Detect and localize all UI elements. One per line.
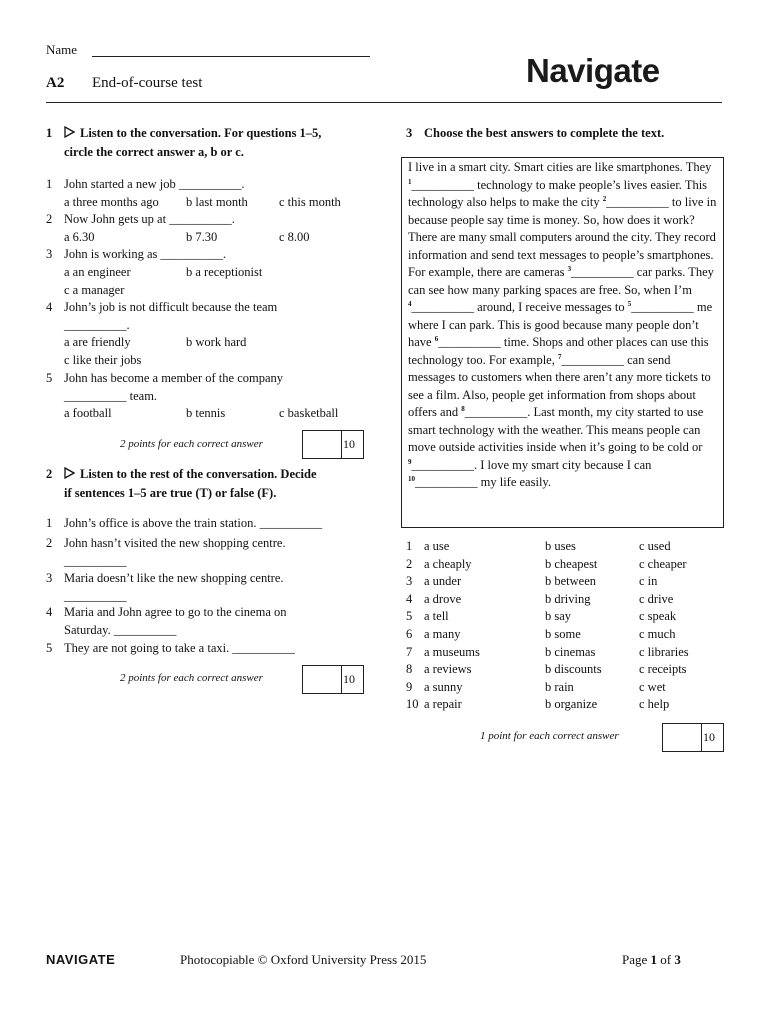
question-text: John is working as __________. [64,247,227,261]
q1-instruction-line1: Listen to the conversation. For questions 1–5, [80,126,322,140]
option-b[interactable]: b organize [545,697,598,712]
option-b[interactable]: b last month [186,195,248,209]
statement-text-cont: __________ [64,553,127,568]
passage-text: __________. Last month, my city started to use smart technology with the weather. This means people can move outside activities inside when it’s going to be cold or [408,405,704,454]
question-number: 5 [46,371,53,385]
option-b[interactable]: b uses [545,539,576,553]
option-a[interactable]: a cheaply [424,556,472,571]
question-number: 2 [46,212,53,226]
statement-text: John’s office is above the train station. __________ [64,516,323,530]
option-c[interactable]: c used [639,539,671,553]
statement-text: Maria and John agree to go to the cinema on [64,605,287,619]
option-number: 8 [406,662,413,677]
option-a[interactable]: a use [424,539,450,553]
q3-score-input[interactable] [663,724,702,751]
option-b[interactable]: b a receptionist [186,265,263,279]
q2-heading [46,465,376,505]
q2-score-input[interactable] [303,666,342,693]
q3-instruction: Choose the best answers to complete the text. [424,126,665,140]
option-c[interactable]: c basketball [279,406,339,420]
q2-instruction-line2: if sentences 1–5 are true (T) or false (F). [64,486,277,500]
option-number: 6 [406,627,413,641]
q1-score-box [302,430,364,459]
option-number: 5 [406,609,413,624]
question-text-cont: __________ team. [64,388,158,403]
header-divider [46,102,722,103]
page-current: 1 [650,952,658,967]
option-number: 1 [406,539,413,553]
option-c[interactable]: c libraries [639,644,689,659]
statement-number: 4 [46,605,53,619]
option-number: 2 [406,556,413,571]
page-total: 3 [674,952,681,967]
option-b[interactable]: b rain [545,679,574,694]
passage-text: I live in a smart city. Smart cities are like smartphones. They [408,160,712,174]
passage-text: __________ can send messages to customers when there aren’t any more tickets to see a film. Also, people get information from shops about offers and [408,352,711,419]
question-text: John’s job is not difficult because the team [64,300,278,314]
passage-text: __________ around, I receive messages to [411,300,628,314]
q1-instruction-line2: circle the correct answer a, b or c. [64,145,244,159]
option-c[interactable]: c cheaper [639,556,687,571]
statement-number: 2 [46,536,53,550]
statement-number: 3 [46,571,53,585]
statement-text: Maria doesn’t like the new shopping centre. [64,571,284,585]
question-text: John started a new job __________. [64,177,245,191]
footer-brand: NAVIGATE [46,952,116,967]
test-title: End-of-course test [92,75,203,91]
option-c[interactable]: c like their jobs [64,352,142,367]
option-c[interactable]: c speak [639,609,677,624]
option-b[interactable]: b between [545,574,597,589]
q3-number: 3 [406,126,413,140]
gap-number: 5 [627,300,632,308]
q1-heading [46,124,376,164]
passage-text: __________ to live in because people say time is money. So, how does it work? There are many small computers around the city. They record information and send text messages to people’s smartphones. For example, there are cameras [408,195,717,279]
statement-text: John hasn’t visited the new shopping centre. [64,536,286,550]
footer-copyright: Photocopiable © Oxford University Press 2015 [180,952,427,967]
q3-score-text: 1 point for each correct answer [480,730,619,742]
option-b[interactable]: b say [545,609,572,624]
option-a[interactable]: a museums [424,644,480,659]
page-separator: of [657,952,675,967]
q3-score-total: 10 [703,730,715,744]
option-c[interactable]: c help [639,697,670,712]
option-number: 10 [406,697,419,712]
name-blank-line[interactable] [92,56,370,57]
option-number: 3 [406,574,413,589]
gap-number: 6 [434,335,439,343]
option-b[interactable]: b cheapest [545,556,598,571]
option-b[interactable]: b work hard [186,335,247,349]
question-text: John has become a member of the company [64,371,284,385]
audio-play-icon [64,125,76,137]
option-a[interactable]: a tell [424,609,449,624]
statement-number: 5 [46,641,53,655]
q2-score-box [302,665,364,694]
q1-score-total: 10 [343,437,355,451]
page-prefix: Page [622,952,651,967]
statement-text: They are not going to take a taxi. __________ [64,641,295,655]
gap-number: 9 [408,457,412,466]
navigate-logo: Navigate [526,52,660,89]
gap-number: 10 [408,475,415,483]
reading-passage [401,157,724,528]
statement-number: 1 [46,516,53,530]
gap-number: 1 [408,177,412,186]
question-number: 4 [46,300,53,314]
option-a[interactable]: a are friendly [64,335,131,349]
q1-score-input[interactable] [303,431,342,458]
option-number: 9 [406,679,413,694]
gap-number: 7 [557,352,562,361]
option-c[interactable]: c a manager [64,282,125,297]
gap-number: 2 [602,195,607,203]
option-a[interactable]: a under [424,574,462,589]
page-indicator [622,952,681,968]
option-a[interactable]: a an engineer [64,265,131,279]
audio-play-icon [64,466,76,478]
statement-text-cont: __________ [64,588,127,603]
name-label: Name [46,42,78,57]
question-number: 1 [46,177,53,191]
q2-number: 2 [46,467,53,481]
question-text: Now John gets up at __________. [64,212,235,226]
question-number: 3 [46,247,53,261]
q1-score-text: 2 points for each correct answer [120,438,263,450]
option-c[interactable]: c in [639,574,658,589]
option-a[interactable]: a 6.30 [64,230,95,244]
option-a[interactable]: a repair [424,697,462,712]
option-c[interactable]: c this month [279,195,341,209]
gap-number: 3 [567,265,572,273]
passage-text: __________ car parks. They can see how many parking spaces are free. So, when I’m [408,265,714,297]
gap-number: 4 [408,300,412,308]
gap-number: 8 [461,405,465,413]
option-a[interactable]: a drove [424,591,462,606]
q2-instruction-line1: Listen to the rest of the conversation. Decide [80,467,317,481]
question-text-cont: __________. [64,317,130,332]
level-label: A2 [46,75,65,91]
option-b[interactable]: b some [545,627,581,641]
option-b[interactable]: b driving [545,591,591,606]
q3-heading [406,124,726,144]
passage-text: __________ technology to make people’s lives easier. This technology also helps to make the city [408,177,708,209]
q2-score-text: 2 points for each correct answer [120,672,263,684]
option-a[interactable]: a reviews [424,662,472,677]
option-b[interactable]: b tennis [186,406,226,420]
option-number: 4 [406,591,413,606]
option-c[interactable]: c 8.00 [279,230,310,244]
q1-number: 1 [46,126,53,140]
option-b[interactable]: b 7.30 [186,230,218,244]
option-b[interactable]: b discounts [545,662,602,677]
option-c[interactable]: c drive [639,591,674,606]
option-a[interactable]: a many [424,627,461,641]
passage-text: __________ my life easily. [415,475,551,489]
option-a[interactable]: a sunny [424,679,463,694]
passage-text: __________ time. Shops and other places can use this technology too. For example, [408,335,709,367]
passage-text: __________ me where I can park. This is good because many people don’t have [408,300,713,349]
q2-score-total: 10 [343,672,355,686]
option-number: 7 [406,644,413,659]
option-b[interactable]: b cinemas [545,644,596,659]
statement-text-cont: Saturday. __________ [64,622,177,637]
option-c[interactable]: c receipts [639,662,687,677]
option-a[interactable]: a football [64,406,112,420]
passage-text: __________. I love my smart city because I can [411,457,652,472]
option-a[interactable]: a three months ago [64,195,159,209]
option-c[interactable]: c wet [639,679,666,694]
option-c[interactable]: c much [639,627,676,641]
q3-score-box [662,723,724,752]
